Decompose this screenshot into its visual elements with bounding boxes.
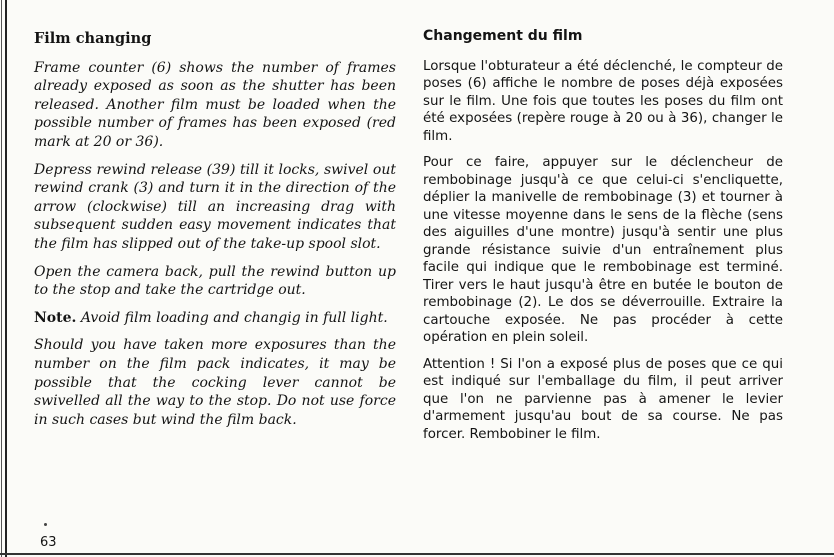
french-column — [423, 28, 783, 452]
note-label: Note. — [34, 309, 77, 326]
french-paragraph-attention: Attention ! Si l'on a exposé plus de poses que ce qui est indiqué sur l'emballage du film, il peut arriver que l'on ne parvienne pas à amener le levier d'armement jusqu'au bout de sa course. Ne pas forcer. Rembobiner le film. — [423, 356, 783, 442]
bottom-edge-line — [0, 553, 834, 555]
english-note — [34, 309, 396, 328]
english-paragraph-frame-counter: Frame counter (6) shows the number of frames already exposed as soon as the shutter has been released. Another film must be loaded when the possible number of frames has been exposed (red mark at 20 or 36). — [34, 59, 396, 150]
binding-edge-line — [5, 0, 7, 557]
print-dot-mark — [44, 523, 47, 526]
english-paragraph-open-back: Open the camera back, pull the rewind button up to the stop and take the cartridge out. — [34, 263, 396, 299]
french-paragraph-rembobinage: Pour ce faire, appuyer sur le déclencheur de rembobinage jusqu'à ce que celui-ci s'encliquette, déplier la manivelle de rembobinage (3) et tourner à une vitesse moyenne dans le sens de la flèche (sens des aiguilles d'une montre) jusqu'à sentir une plus grande résistance suivie d'un entraînement plus facile qui indique que le rembobinage est terminé. Tirer vers le haut jusqu'à être en butée le bouton de rembobinage (2). Le dos se déverrouille. Extraire la cartouche exposée. Ne pas procéder à cette opération en plein soleil. — [423, 155, 783, 345]
french-heading: Changement du film — [423, 28, 583, 44]
english-paragraph-rewind: Depress rewind release (39) till it locks, swivel out rewind crank (3) and turn it in the direction of the arrow (clockwise) till an increasing drag with subsequent sudden easy movement indicates that the film has slipped out of the take-up spool slot. — [34, 161, 396, 252]
page-number: 63 — [40, 535, 57, 550]
english-column — [34, 30, 396, 438]
binding-edge-line-outer — [1, 0, 2, 557]
english-paragraph-extra-exposures: Should you have taken more exposures than the number on the film pack indicates, it may be possible that the cocking lever cannot be swivelled all the way to the stop. Do not use force in such cases but wind the film back. — [34, 337, 396, 428]
english-heading: Film changing — [34, 30, 152, 47]
note-text: Avoid film loading and changig in full light. — [80, 309, 388, 326]
french-paragraph-compteur: Lorsque l'obturateur a été déclenché, le compteur de poses (6) affiche le nombre de poses déjà exposées sur le film. Une fois que toutes les poses du film ont été exposées (repère rouge à 20 ou à 36), changer le film. — [423, 58, 783, 144]
